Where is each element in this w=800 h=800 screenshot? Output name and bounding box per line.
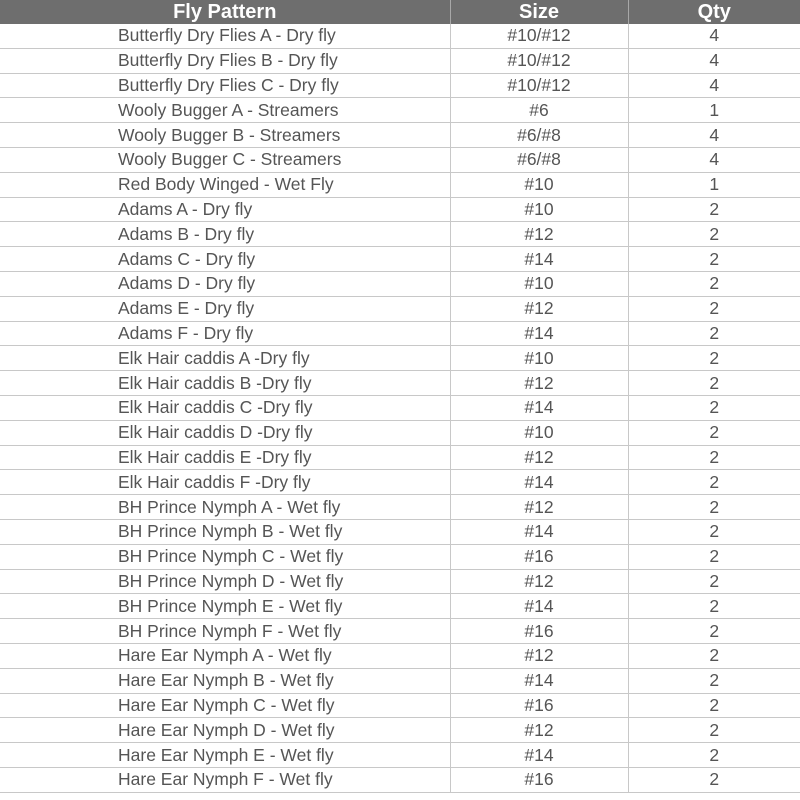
qty-cell: 4 — [628, 147, 800, 172]
qty-cell: 2 — [628, 247, 800, 272]
fly-pattern-cell: Wooly Bugger B - Streamers — [0, 123, 450, 148]
size-cell: #14 — [450, 395, 628, 420]
size-cell: #10/#12 — [450, 73, 628, 98]
header-fly-pattern: Fly Pattern — [0, 0, 450, 24]
fly-pattern-cell: Adams E - Dry fly — [0, 296, 450, 321]
fly-pattern-cell: BH Prince Nymph E - Wet fly — [0, 594, 450, 619]
table-row — [0, 767, 800, 792]
table-row — [0, 271, 800, 296]
table-header — [0, 0, 800, 24]
size-cell: #6 — [450, 98, 628, 123]
fly-pattern-cell: Butterfly Dry Flies A - Dry fly — [0, 24, 450, 48]
size-cell: #14 — [450, 668, 628, 693]
fly-pattern-cell: Hare Ear Nymph E - Wet fly — [0, 743, 450, 768]
qty-cell: 2 — [628, 668, 800, 693]
fly-pattern-cell: Hare Ear Nymph D - Wet fly — [0, 718, 450, 743]
table-row — [0, 147, 800, 172]
qty-cell: 2 — [628, 594, 800, 619]
size-cell: #14 — [450, 594, 628, 619]
fly-pattern-cell: Adams D - Dry fly — [0, 271, 450, 296]
size-cell: #16 — [450, 544, 628, 569]
table-row — [0, 123, 800, 148]
qty-cell: 4 — [628, 73, 800, 98]
fly-pattern-cell: Adams A - Dry fly — [0, 197, 450, 222]
qty-cell: 2 — [628, 371, 800, 396]
table-row — [0, 693, 800, 718]
header-qty: Qty — [628, 0, 800, 24]
table-row — [0, 73, 800, 98]
fly-pattern-cell: Adams F - Dry fly — [0, 321, 450, 346]
qty-cell: 4 — [628, 48, 800, 73]
header-row — [0, 0, 800, 24]
table-row — [0, 98, 800, 123]
table-row — [0, 197, 800, 222]
table-row — [0, 172, 800, 197]
size-cell: #6/#8 — [450, 123, 628, 148]
qty-cell: 2 — [628, 197, 800, 222]
qty-cell: 2 — [628, 296, 800, 321]
header-size: Size — [450, 0, 628, 24]
size-cell: #14 — [450, 470, 628, 495]
fly-pattern-cell: BH Prince Nymph A - Wet fly — [0, 495, 450, 520]
qty-cell: 2 — [628, 321, 800, 346]
qty-cell: 2 — [628, 743, 800, 768]
table-row — [0, 296, 800, 321]
size-cell: #12 — [450, 569, 628, 594]
fly-pattern-cell: Hare Ear Nymph C - Wet fly — [0, 693, 450, 718]
table-row — [0, 668, 800, 693]
table-row — [0, 222, 800, 247]
fly-pattern-cell: BH Prince Nymph D - Wet fly — [0, 569, 450, 594]
qty-cell: 2 — [628, 470, 800, 495]
size-cell: #10 — [450, 346, 628, 371]
size-cell: #12 — [450, 222, 628, 247]
table-row — [0, 395, 800, 420]
fly-pattern-cell: Hare Ear Nymph A - Wet fly — [0, 643, 450, 668]
table-row — [0, 594, 800, 619]
size-cell: #14 — [450, 321, 628, 346]
size-cell: #10 — [450, 197, 628, 222]
size-cell: #16 — [450, 693, 628, 718]
size-cell: #16 — [450, 767, 628, 792]
fly-pattern-cell: Red Body Winged - Wet Fly — [0, 172, 450, 197]
size-cell: #6/#8 — [450, 147, 628, 172]
table-row — [0, 445, 800, 470]
qty-cell: 2 — [628, 643, 800, 668]
size-cell: #16 — [450, 619, 628, 644]
fly-pattern-cell: Adams C - Dry fly — [0, 247, 450, 272]
fly-pattern-cell: BH Prince Nymph F - Wet fly — [0, 619, 450, 644]
table-row — [0, 420, 800, 445]
fly-pattern-cell: Wooly Bugger A - Streamers — [0, 98, 450, 123]
table-row — [0, 346, 800, 371]
size-cell: #12 — [450, 445, 628, 470]
qty-cell: 4 — [628, 123, 800, 148]
qty-cell: 2 — [628, 619, 800, 644]
qty-cell: 2 — [628, 767, 800, 792]
size-cell: #10/#12 — [450, 24, 628, 48]
table-row — [0, 743, 800, 768]
size-cell: #12 — [450, 643, 628, 668]
qty-cell: 2 — [628, 495, 800, 520]
table-row — [0, 495, 800, 520]
table-body — [0, 24, 800, 792]
table-row — [0, 321, 800, 346]
fly-pattern-cell: BH Prince Nymph C - Wet fly — [0, 544, 450, 569]
fly-pattern-cell: Hare Ear Nymph F - Wet fly — [0, 767, 450, 792]
fly-pattern-cell: Elk Hair caddis C -Dry fly — [0, 395, 450, 420]
table-row — [0, 247, 800, 272]
size-cell: #12 — [450, 371, 628, 396]
table-row — [0, 24, 800, 48]
fly-pattern-cell: Wooly Bugger C - Streamers — [0, 147, 450, 172]
qty-cell: 2 — [628, 544, 800, 569]
qty-cell: 4 — [628, 24, 800, 48]
qty-cell: 2 — [628, 271, 800, 296]
size-cell: #12 — [450, 495, 628, 520]
fly-pattern-cell: Butterfly Dry Flies B - Dry fly — [0, 48, 450, 73]
size-cell: #12 — [450, 296, 628, 321]
fly-pattern-cell: Butterfly Dry Flies C - Dry fly — [0, 73, 450, 98]
qty-cell: 2 — [628, 222, 800, 247]
fly-pattern-cell: Adams B - Dry fly — [0, 222, 450, 247]
table-row — [0, 718, 800, 743]
fly-pattern-cell: Elk Hair caddis B -Dry fly — [0, 371, 450, 396]
fly-pattern-cell: Elk Hair caddis E -Dry fly — [0, 445, 450, 470]
table-row — [0, 519, 800, 544]
table-row — [0, 470, 800, 495]
qty-cell: 2 — [628, 445, 800, 470]
fly-pattern-cell: Elk Hair caddis F -Dry fly — [0, 470, 450, 495]
size-cell: #14 — [450, 519, 628, 544]
size-cell: #14 — [450, 247, 628, 272]
size-cell: #12 — [450, 718, 628, 743]
size-cell: #10/#12 — [450, 48, 628, 73]
table-row — [0, 643, 800, 668]
qty-cell: 2 — [628, 420, 800, 445]
fly-pattern-cell: Elk Hair caddis D -Dry fly — [0, 420, 450, 445]
qty-cell: 2 — [628, 718, 800, 743]
size-cell: #10 — [450, 271, 628, 296]
table-row — [0, 371, 800, 396]
qty-cell: 2 — [628, 569, 800, 594]
size-cell: #14 — [450, 743, 628, 768]
qty-cell: 1 — [628, 172, 800, 197]
fly-pattern-cell: Elk Hair caddis A -Dry fly — [0, 346, 450, 371]
qty-cell: 2 — [628, 693, 800, 718]
fly-pattern-cell: Hare Ear Nymph B - Wet fly — [0, 668, 450, 693]
qty-cell: 2 — [628, 346, 800, 371]
qty-cell: 2 — [628, 395, 800, 420]
table-row — [0, 544, 800, 569]
size-cell: #10 — [450, 420, 628, 445]
table-row — [0, 48, 800, 73]
qty-cell: 1 — [628, 98, 800, 123]
table-row — [0, 569, 800, 594]
table-row — [0, 619, 800, 644]
qty-cell: 2 — [628, 519, 800, 544]
size-cell: #10 — [450, 172, 628, 197]
fly-pattern-cell: BH Prince Nymph B - Wet fly — [0, 519, 450, 544]
